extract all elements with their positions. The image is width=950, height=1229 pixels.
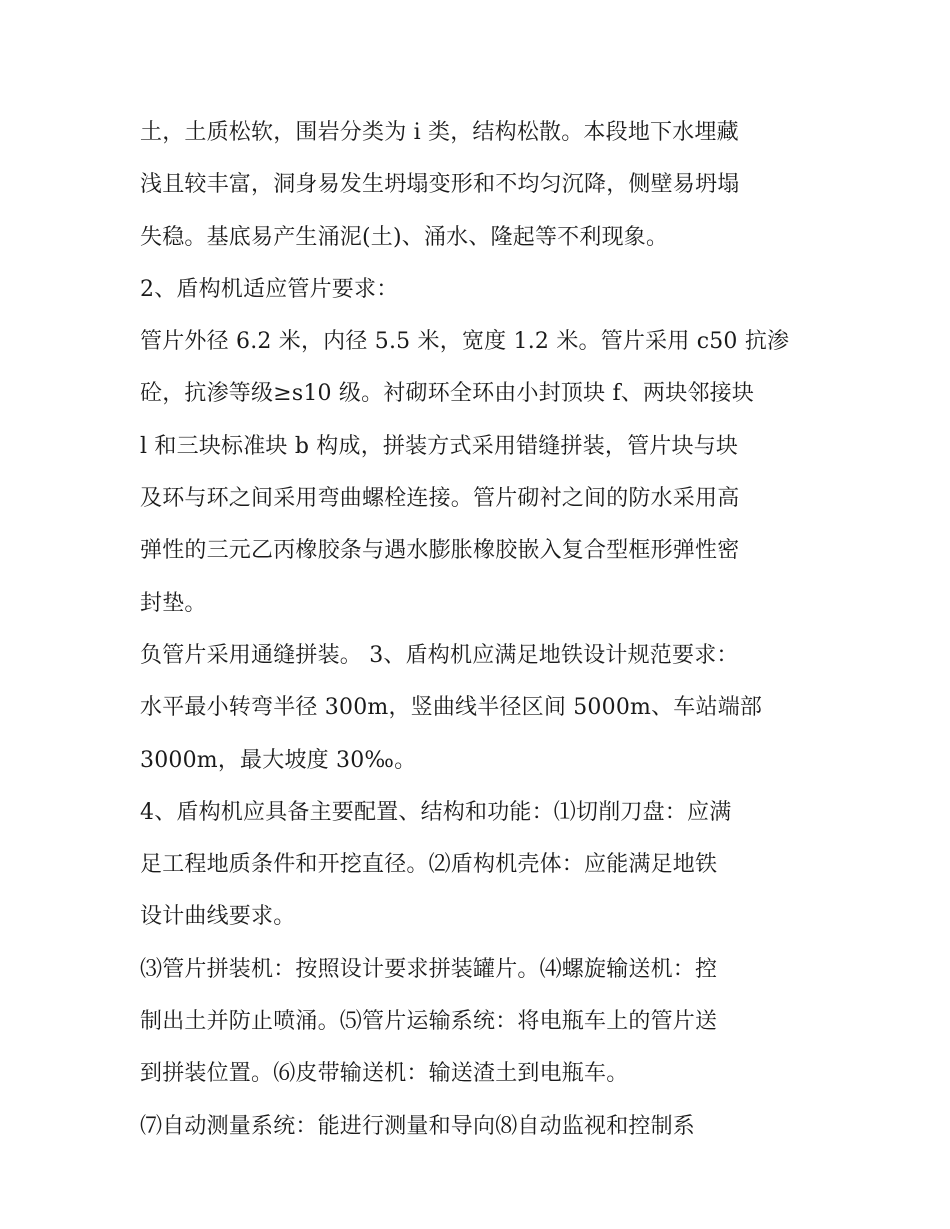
- text-line: 管片外径 6.2 米，内径 5.5 米，宽度 1.2 米。管片采用 c50 抗渗: [140, 329, 790, 355]
- text-line: 负管片采用通缝拼装。 3、盾构机应满足地铁设计规范要求：: [140, 642, 739, 668]
- text-line: ⑺自动测量系统：能进行测量和导向⑻自动监视和控制系: [140, 1113, 696, 1139]
- text-line: 足工程地质条件和开挖直径。⑵盾构机壳体：应能满足地铁: [140, 852, 718, 878]
- text-line: 4、盾构机应具备主要配置、结构和功能：⑴切削刀盘：应满: [140, 799, 732, 825]
- text-line: l 和三块标准块 b 构成，拼装方式采用错缝拼装，管片块与块: [140, 433, 739, 459]
- text-line: 制出土并防止喷涌。⑸管片运输系统：将电瓶车上的管片送: [140, 1009, 718, 1035]
- text-line: 水平最小转弯半径 300m，竖曲线半径区间 5000m、车站端部: [140, 695, 763, 721]
- text-line: 失稳。基底易产生涌泥(土)、涌水、隆起等不利现象。: [140, 224, 669, 250]
- section-heading: 2、盾构机适应管片要求：: [140, 276, 399, 302]
- text-line: 砼，抗渗等级≥s10 级。衬砌环全环由小封顶块 f、两块邻接块: [140, 381, 755, 407]
- text-line: 浅且较丰富，洞身易发生坍塌变形和不均匀沉降，侧壁易坍塌: [140, 172, 740, 198]
- text-line: 土，土质松软，围岩分类为 i 类，结构松散。本段地下水埋藏: [140, 120, 739, 145]
- text-line: 及环与环之间采用弯曲螺栓连接。管片砌衬之间的防水采用高: [140, 486, 740, 512]
- text-line: 封垫。: [140, 590, 207, 616]
- text-line: 设计曲线要求。: [140, 904, 296, 930]
- text-line: ⑶管片拼装机：按照设计要求拼装罐片。⑷螺旋输送机：控: [140, 956, 718, 982]
- text-line: 3000m，最大坡度 30‰。: [140, 747, 417, 773]
- text-line: 到拼装位置。⑹皮带输送机：输送渣土到电瓶车。: [140, 1061, 629, 1087]
- text-line: 弹性的三元乙丙橡胶条与遇水膨胀橡胶嵌入复合型框形弹性密: [140, 538, 740, 564]
- document-body: [140, 107, 820, 1153]
